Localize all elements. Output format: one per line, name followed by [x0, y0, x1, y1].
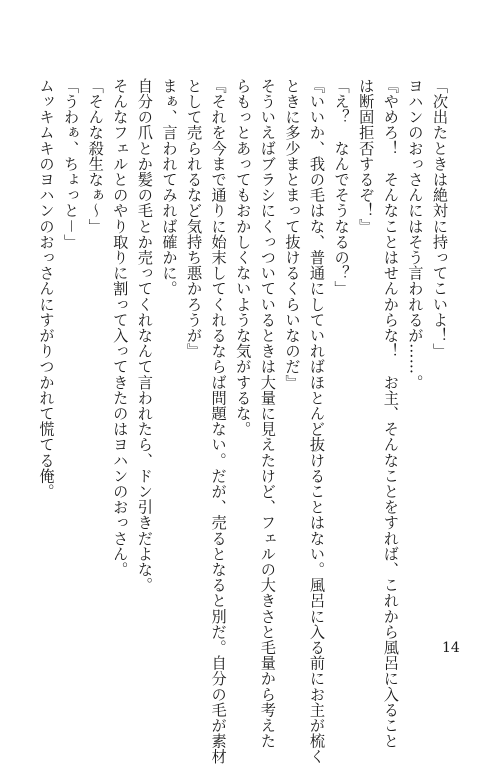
- text-line: 「うわぁ、ちょっと－」: [62, 78, 81, 250]
- text-line: 「そんな殺生なぁ～」: [86, 78, 105, 234]
- text-line: まぁ、言われてみれば確かに。: [160, 78, 179, 297]
- text-line: 「え？ なんでそうなるの？」: [332, 78, 351, 297]
- text-line: 『いいか、我の毛はな、普通にしていればほとんど抜けることはない。風呂に入る前にお主が梳く: [308, 78, 327, 764]
- text-line: 自分の爪とか髪の毛とか売ってくれなんて言われたら、ドン引きだよな。: [135, 78, 154, 593]
- text-line: そういえばブラシにくっついているときは大量に見えたけど、フェルの大きさと毛量から考えた: [258, 78, 277, 749]
- text-line: ときに多少まとまって抜けるくらいなのだ』: [283, 78, 302, 390]
- text-line: として売られるなど気持ち悪かろうが』: [185, 78, 204, 359]
- text-line: 「次出たときは絶対に持ってこいよ！」: [431, 78, 449, 359]
- page-number: 14: [442, 640, 460, 656]
- text-line: ムッキムキのヨハンのおっさんにすがりつかれて慌てる俺。: [37, 78, 56, 500]
- text-line: は断固拒否するぞ！』: [357, 78, 376, 234]
- text-line: 『やめろ！ そんなことはせんからな！ お主、そんなことをすれば、これから風呂に入ること: [381, 78, 400, 749]
- text-line: ヨハンのおっさんにはそう言われるが……。: [406, 78, 425, 390]
- text-line: らもっとあってもおかしくないような気がするな。: [234, 78, 253, 437]
- text-line: 『それを今まで通りに始末してくれるならば問題ない。だが、売るとなると別だ。自分の毛が素材: [209, 78, 228, 764]
- text-line: そんなフェルとのやり取りに割って入ってきたのはヨハンのおっさん。: [111, 78, 130, 578]
